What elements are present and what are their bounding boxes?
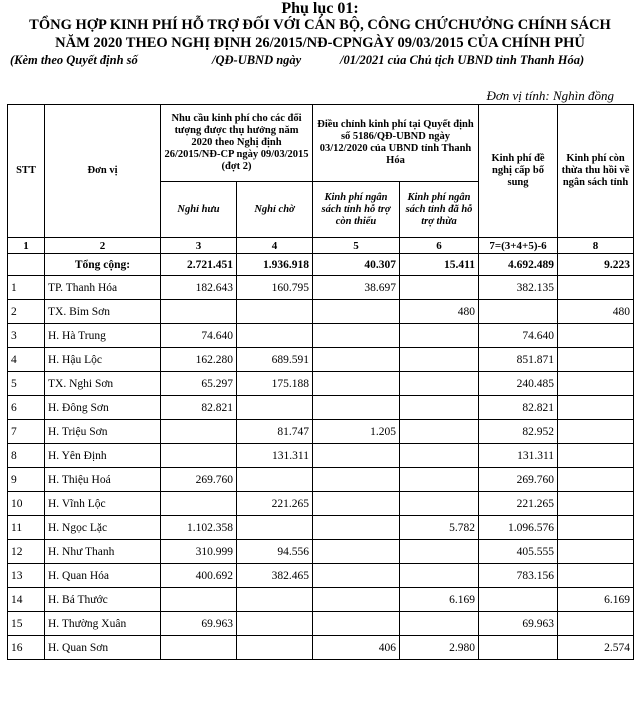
cell-con-thua	[558, 492, 634, 516]
header-dieu-chinh: Điều chỉnh kinh phí tại Quyết định số 5186/QĐ-UBND ngày 03/12/2020 của UBND tỉnh Thanh Hóa	[313, 105, 479, 182]
cell-de-nghi: 69.963	[479, 612, 558, 636]
cell-con-thieu	[313, 372, 400, 396]
cell-con-thua	[558, 468, 634, 492]
cell-de-nghi: 82.952	[479, 420, 558, 444]
cell-con-thieu	[313, 612, 400, 636]
cell-con-thua	[558, 276, 634, 300]
unit-label: Đơn vị tính: Nghìn đồng	[486, 88, 614, 103]
col-number: 6	[400, 238, 479, 254]
cell-de-nghi	[479, 636, 558, 660]
total-label: Tổng cộng:	[45, 254, 161, 276]
column-number-row	[8, 238, 634, 254]
cell-don-vi: H. Thiệu Hoá	[45, 468, 161, 492]
cell-thua	[400, 324, 479, 348]
cell-don-vi: H. Đông Sơn	[45, 396, 161, 420]
cell-con-thua	[558, 612, 634, 636]
cell-de-nghi: 74.640	[479, 324, 558, 348]
cell-de-nghi: 783.156	[479, 564, 558, 588]
cell-nghi-huu: 400.692	[161, 564, 237, 588]
cell-nghi-cho	[237, 612, 313, 636]
decision-ref-part3: /01/2021 của Chủ tịch UBND tỉnh Thanh Hóa)	[340, 53, 585, 67]
cell-thua	[400, 372, 479, 396]
cell-de-nghi: 240.485	[479, 372, 558, 396]
cell-stt: 8	[8, 444, 45, 468]
cell-con-thua: 2.574	[558, 636, 634, 660]
cell-thua	[400, 612, 479, 636]
table-row	[8, 300, 634, 324]
total-de-nghi: 4.692.489	[479, 254, 558, 276]
header-nhu-cau: Nhu cầu kinh phí cho các đối tượng được thụ hưởng năm 2020 theo Nghị định 26/2015/NĐ-CP ngày 09/03/2015 (đợt 2)	[161, 105, 313, 182]
table-row	[8, 636, 634, 660]
cell-don-vi: H. Quan Sơn	[45, 636, 161, 660]
cell-con-thua	[558, 420, 634, 444]
decision-ref-part2: /QĐ-UBND ngày	[212, 53, 302, 67]
cell-thua: 6.169	[400, 588, 479, 612]
cell-thua	[400, 492, 479, 516]
cell-nghi-cho: 81.747	[237, 420, 313, 444]
cell-nghi-huu: 69.963	[161, 612, 237, 636]
cell-thua	[400, 396, 479, 420]
cell-stt: 2	[8, 300, 45, 324]
total-row	[8, 254, 634, 276]
table-row	[8, 372, 634, 396]
cell-nghi-huu: 162.280	[161, 348, 237, 372]
total-nghi-cho: 1.936.918	[237, 254, 313, 276]
cell-thua	[400, 540, 479, 564]
header-don-vi: Đơn vị	[45, 105, 161, 238]
cell-con-thieu	[313, 564, 400, 588]
cell-con-thua	[558, 444, 634, 468]
table-row	[8, 276, 634, 300]
table-row	[8, 324, 634, 348]
cell-nghi-cho: 689.591	[237, 348, 313, 372]
report-title-line1: TỔNG HỢP KINH PHÍ HỖ TRỢ ĐỐI VỚI CÁN BỘ, CÔNG CHỨCHƯỞNG CHÍNH SÁCH	[29, 17, 611, 33]
cell-don-vi: TP. Thanh Hóa	[45, 276, 161, 300]
cell-con-thieu	[313, 540, 400, 564]
cell-don-vi: TX. Nghi Sơn	[45, 372, 161, 396]
cell-thua	[400, 420, 479, 444]
cell-con-thieu	[313, 300, 400, 324]
cell-con-thua	[558, 516, 634, 540]
cell-de-nghi	[479, 300, 558, 324]
cell-con-thieu	[313, 492, 400, 516]
total-stt	[8, 254, 45, 276]
cell-nghi-huu	[161, 492, 237, 516]
cell-nghi-huu: 269.760	[161, 468, 237, 492]
cell-con-thieu	[313, 324, 400, 348]
header-con-thua: Kinh phí còn thừa thu hồi về ngân sách tỉnh	[558, 105, 634, 238]
appendix-title: Phụ lục 01:	[281, 0, 359, 17]
cell-de-nghi: 382.135	[479, 276, 558, 300]
cell-con-thua	[558, 396, 634, 420]
table-row	[8, 348, 634, 372]
col-number: 3	[161, 238, 237, 254]
header-ns-con-thieu: Kinh phí ngân sách tỉnh hỗ trợ còn thiếu	[313, 182, 400, 238]
cell-nghi-huu: 74.640	[161, 324, 237, 348]
cell-con-thieu	[313, 444, 400, 468]
header-de-nghi: Kinh phí đề nghị cấp bổ sung	[479, 105, 558, 238]
cell-don-vi: TX. Bỉm Sơn	[45, 300, 161, 324]
cell-con-thieu: 38.697	[313, 276, 400, 300]
cell-don-vi: H. Thường Xuân	[45, 612, 161, 636]
cell-con-thua: 6.169	[558, 588, 634, 612]
cell-nghi-huu: 65.297	[161, 372, 237, 396]
table-row	[8, 588, 634, 612]
cell-don-vi: H. Hà Trung	[45, 324, 161, 348]
col-number: 4	[237, 238, 313, 254]
cell-de-nghi: 131.311	[479, 444, 558, 468]
cell-stt: 14	[8, 588, 45, 612]
cell-stt: 15	[8, 612, 45, 636]
cell-nghi-huu: 310.999	[161, 540, 237, 564]
cell-de-nghi: 851.871	[479, 348, 558, 372]
cell-don-vi: H. Như Thanh	[45, 540, 161, 564]
cell-don-vi: H. Vĩnh Lộc	[45, 492, 161, 516]
cell-don-vi: H. Quan Hóa	[45, 564, 161, 588]
cell-nghi-huu: 1.102.358	[161, 516, 237, 540]
cell-stt: 16	[8, 636, 45, 660]
cell-stt: 13	[8, 564, 45, 588]
cell-thua	[400, 564, 479, 588]
report-title-line2: NĂM 2020 THEO NGHỊ ĐỊNH 26/2015/NĐ-CPNGÀY 09/03/2015 CỦA CHÍNH PHỦ	[55, 35, 585, 51]
cell-don-vi: H. Bá Thước	[45, 588, 161, 612]
cell-con-thieu	[313, 516, 400, 540]
cell-nghi-cho	[237, 324, 313, 348]
cell-nghi-huu	[161, 588, 237, 612]
cell-con-thua	[558, 372, 634, 396]
cell-nghi-cho	[237, 588, 313, 612]
cell-nghi-cho: 160.795	[237, 276, 313, 300]
cell-nghi-cho	[237, 468, 313, 492]
cell-nghi-huu: 182.643	[161, 276, 237, 300]
cell-con-thua	[558, 540, 634, 564]
cell-con-thieu: 406	[313, 636, 400, 660]
cell-con-thieu: 1.205	[313, 420, 400, 444]
cell-nghi-cho: 382.465	[237, 564, 313, 588]
cell-nghi-cho: 94.556	[237, 540, 313, 564]
table-row	[8, 612, 634, 636]
cell-nghi-huu	[161, 300, 237, 324]
table-row	[8, 516, 634, 540]
cell-nghi-cho	[237, 636, 313, 660]
header-nghi-huu: Nghỉ hưu	[161, 182, 237, 238]
cell-nghi-cho	[237, 300, 313, 324]
cell-de-nghi: 221.265	[479, 492, 558, 516]
table-row	[8, 420, 634, 444]
cell-con-thieu	[313, 468, 400, 492]
total-con-thua: 9.223	[558, 254, 634, 276]
cell-stt: 3	[8, 324, 45, 348]
cell-nghi-cho: 175.188	[237, 372, 313, 396]
total-thua: 15.411	[400, 254, 479, 276]
table-row	[8, 444, 634, 468]
cell-nghi-cho: 221.265	[237, 492, 313, 516]
cell-nghi-cho	[237, 396, 313, 420]
cell-don-vi: H. Yên Định	[45, 444, 161, 468]
cell-stt: 4	[8, 348, 45, 372]
cell-thua	[400, 276, 479, 300]
total-nghi-huu: 2.721.451	[161, 254, 237, 276]
cell-con-thua	[558, 324, 634, 348]
cell-nghi-cho: 131.311	[237, 444, 313, 468]
col-number: 7=(3+4+5)-6	[479, 238, 558, 254]
col-number: 5	[313, 238, 400, 254]
cell-don-vi: H. Ngọc Lặc	[45, 516, 161, 540]
cell-nghi-huu	[161, 420, 237, 444]
cell-nghi-cho	[237, 516, 313, 540]
cell-thua: 2.980	[400, 636, 479, 660]
cell-con-thieu	[313, 588, 400, 612]
cell-con-thua	[558, 348, 634, 372]
header-nghi-cho: Nghỉ chờ	[237, 182, 313, 238]
cell-don-vi: H. Triệu Sơn	[45, 420, 161, 444]
cell-stt: 1	[8, 276, 45, 300]
cell-nghi-huu	[161, 444, 237, 468]
cell-con-thieu	[313, 348, 400, 372]
cell-con-thua	[558, 564, 634, 588]
cell-con-thieu	[313, 396, 400, 420]
table-row	[8, 540, 634, 564]
cell-thua: 5.782	[400, 516, 479, 540]
total-con-thieu: 40.307	[313, 254, 400, 276]
cell-de-nghi	[479, 588, 558, 612]
cell-stt: 11	[8, 516, 45, 540]
cell-nghi-huu	[161, 636, 237, 660]
cell-thua	[400, 444, 479, 468]
table-row	[8, 492, 634, 516]
cell-thua	[400, 348, 479, 372]
cell-don-vi: H. Hậu Lộc	[45, 348, 161, 372]
cell-de-nghi: 405.555	[479, 540, 558, 564]
table-row	[8, 564, 634, 588]
table-row	[8, 468, 634, 492]
header-stt: STT	[8, 105, 45, 238]
cell-stt: 10	[8, 492, 45, 516]
cell-de-nghi: 1.096.576	[479, 516, 558, 540]
col-number: 8	[558, 238, 634, 254]
table-row	[8, 396, 634, 420]
cell-con-thua: 480	[558, 300, 634, 324]
cell-stt: 12	[8, 540, 45, 564]
col-number: 1	[8, 238, 45, 254]
cell-stt: 7	[8, 420, 45, 444]
cell-thua: 480	[400, 300, 479, 324]
cell-nghi-huu: 82.821	[161, 396, 237, 420]
cell-thua	[400, 468, 479, 492]
cell-de-nghi: 269.760	[479, 468, 558, 492]
funding-table	[7, 104, 634, 660]
cell-stt: 9	[8, 468, 45, 492]
col-number: 2	[45, 238, 161, 254]
cell-stt: 6	[8, 396, 45, 420]
cell-de-nghi: 82.821	[479, 396, 558, 420]
decision-ref-part1: (Kèm theo Quyết định số	[10, 53, 138, 67]
cell-stt: 5	[8, 372, 45, 396]
header-ns-thua: Kinh phí ngân sách tỉnh đã hỗ trợ thừa	[400, 182, 479, 238]
